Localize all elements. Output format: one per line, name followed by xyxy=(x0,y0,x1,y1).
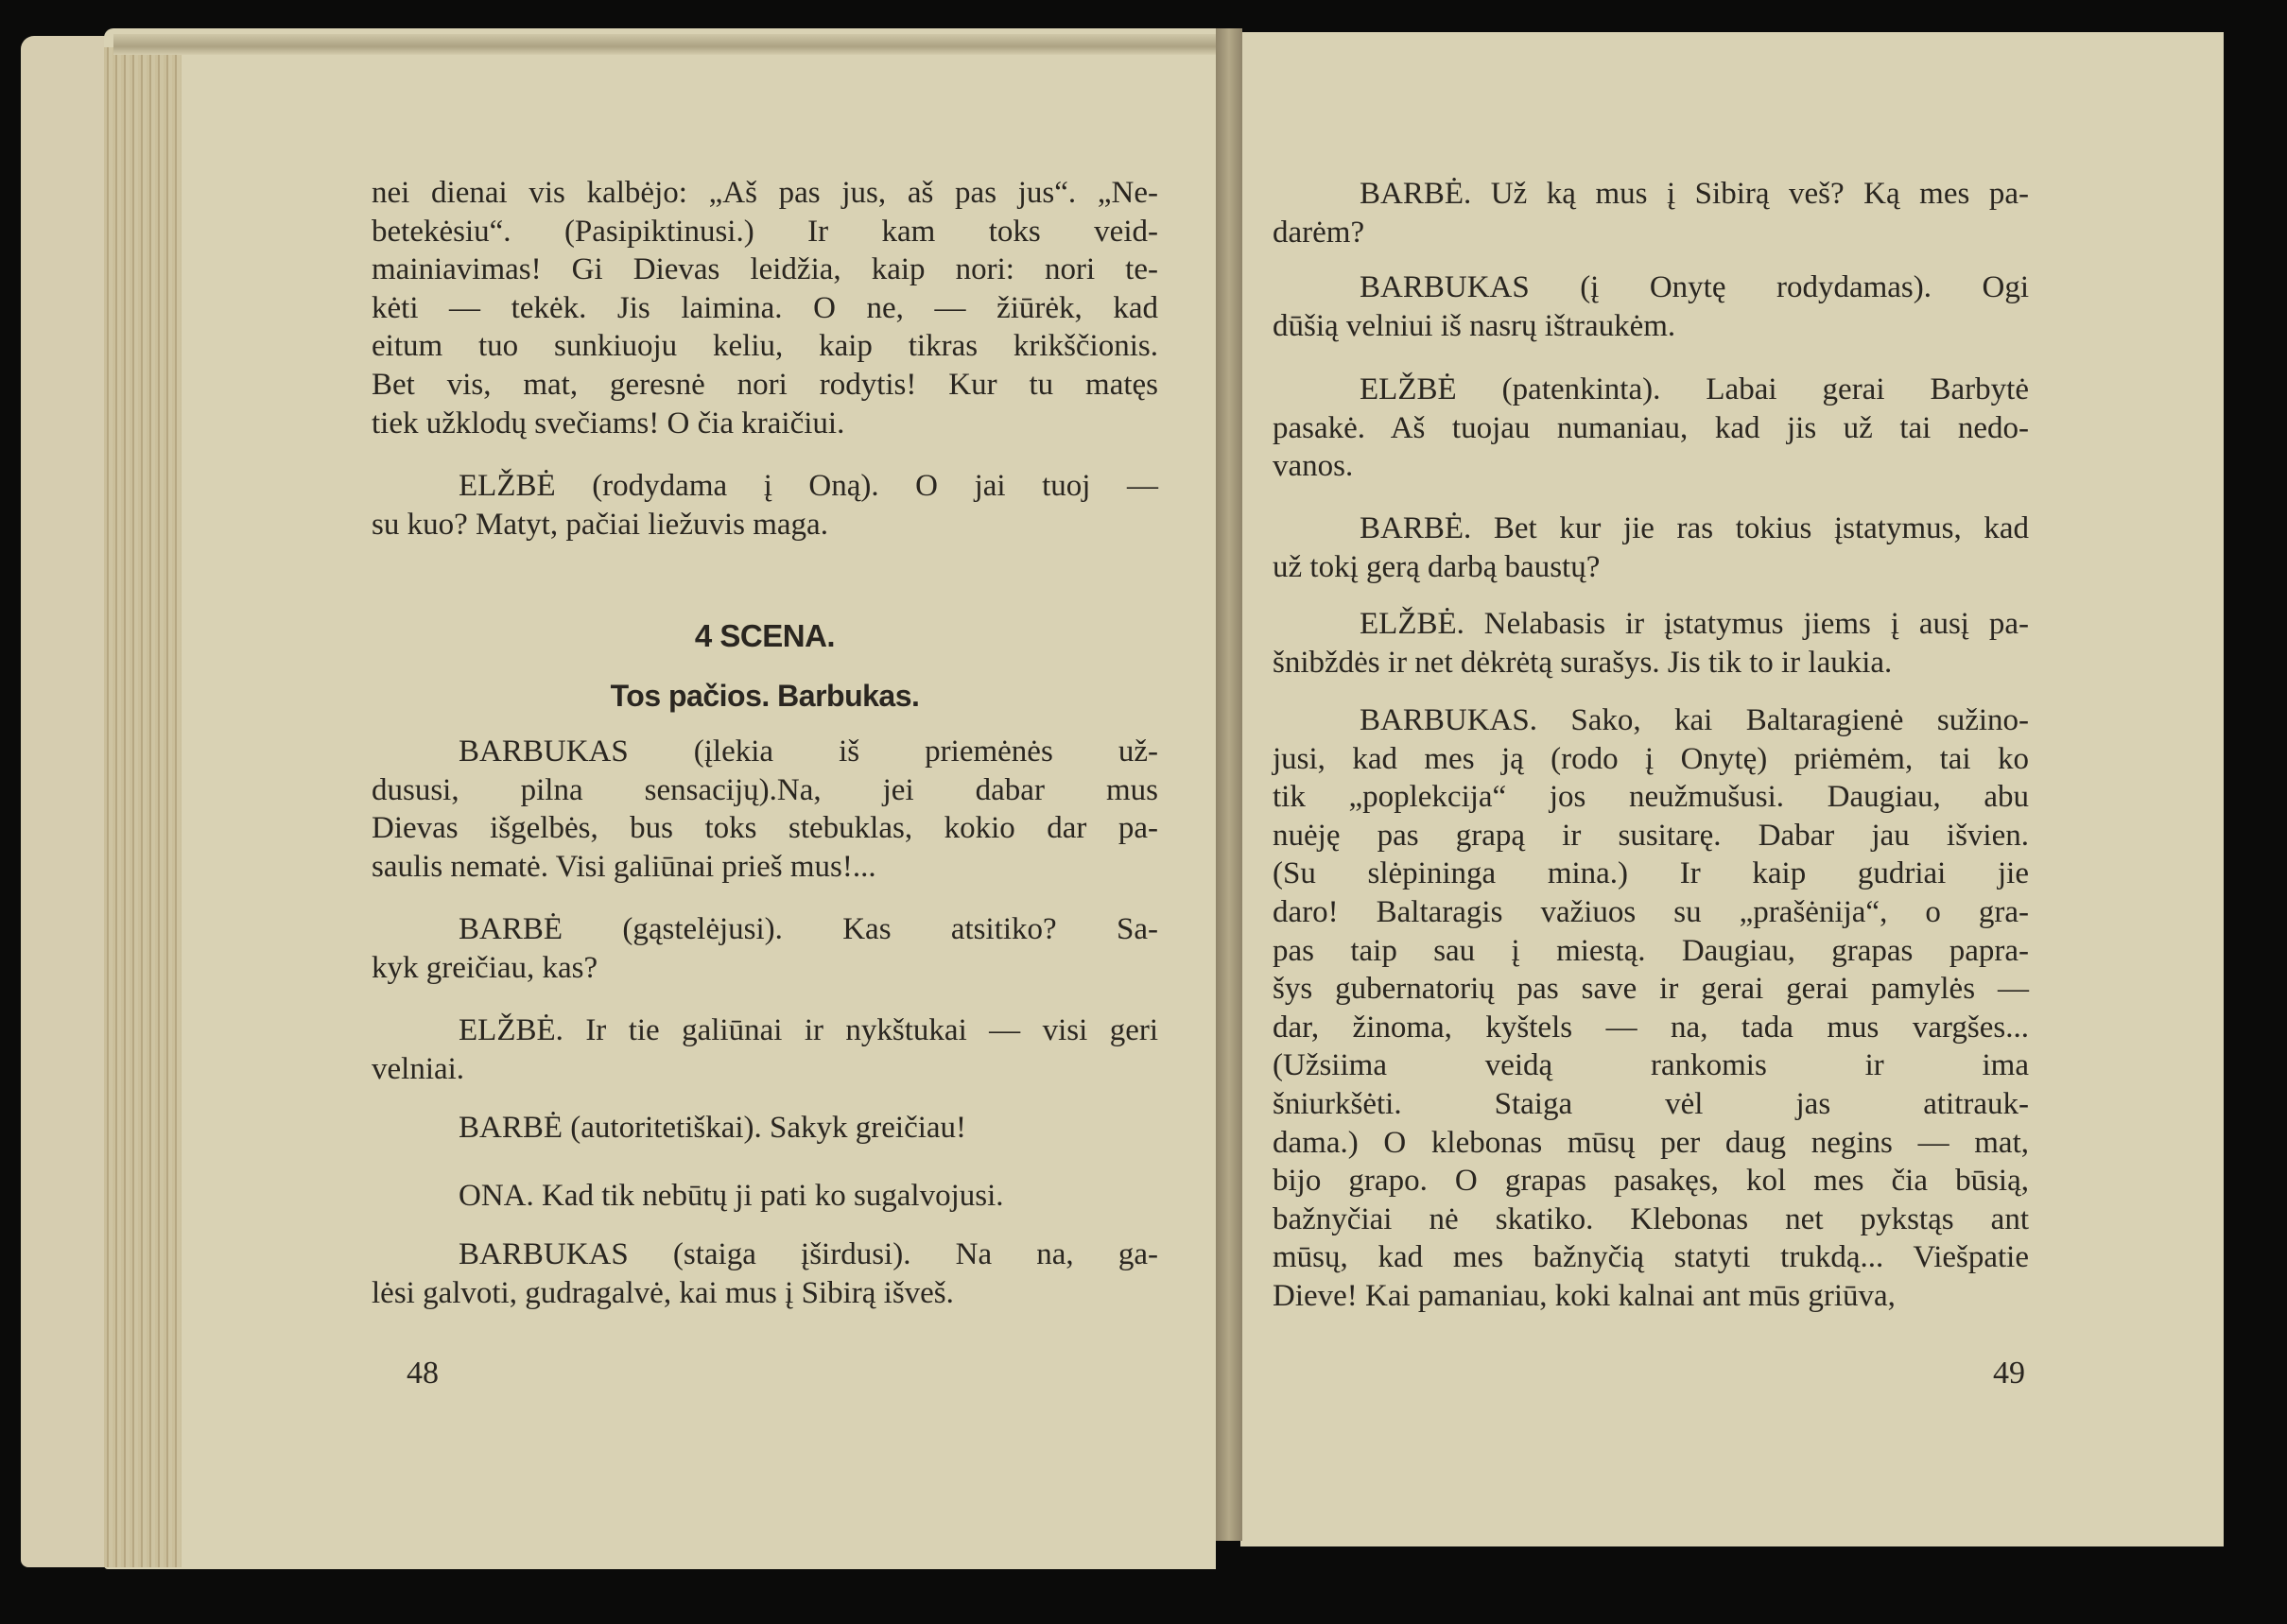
right-page-text xyxy=(1273,0,2029,1624)
text-line: (Užsiima veidą rankomis ir ima xyxy=(1273,1048,2029,1083)
text-line: Dieve! Kai pamaniau, koki kalnai ant mūs griūva, xyxy=(1273,1278,1896,1313)
text-line: BARBĖ. Už ką mus į Sibirą veš? Ką mes pa- xyxy=(1360,177,2029,211)
text-line: mūsų, kad mes bažnyčią statyti trukdą... Viešpatie xyxy=(1273,1240,2029,1275)
paragraph xyxy=(1273,701,2029,1316)
paragraph xyxy=(372,1011,1158,1088)
book-cover-edge xyxy=(21,36,115,1567)
text-line: tiek užklodų svečiams! O čia kraičiui. xyxy=(372,406,845,441)
text-line: kėti — tekėk. Jis laimina. O ne, — žiūrėk, kad xyxy=(372,290,1158,325)
text-line: šnibždės ir net dėkrėtą surašys. Jis tik to ir laukia. xyxy=(1273,645,1893,680)
paragraph xyxy=(372,1235,1158,1312)
text-line: bijo grapo. O grapas pasakęs, kol mes čia būsią, xyxy=(1273,1164,2029,1199)
text-line: nuėję pas grapą ir susitarę. Dabar jau išvien. xyxy=(1273,818,2029,853)
left-page-text xyxy=(372,0,1158,1624)
text-line: mainiavimas! Gi Dievas leidžia, kaip nori: nori te- xyxy=(372,252,1158,287)
text-line: bažnyčiai nė skatiko. Klebonas net pykstąs ant xyxy=(1273,1201,2029,1236)
text-line: vanos. xyxy=(1273,449,1354,484)
text-line: BARBĖ (gąstelėjusi). Kas atsitiko? Sa- xyxy=(459,912,1158,946)
paragraph xyxy=(372,174,1158,442)
paragraph xyxy=(372,1177,1158,1216)
text-line: BARBĖ (autoritetiškai). Sakyk greičiau! xyxy=(459,1111,967,1145)
text-line: ONA. Kad tik nebūtų ji pati ko sugalvojusi. xyxy=(459,1179,1004,1213)
text-line: (Su slėpininga mina.) Ir kaip gudriai jie xyxy=(1273,856,2029,891)
text-line: Dievas išgelbės, bus toks stebuklas, kokio dar pa- xyxy=(372,811,1158,846)
text-line: BARBUKAS (į Onytę rodydamas). Ogi xyxy=(1360,270,2029,304)
paragraph xyxy=(1273,371,2029,486)
text-line: šniurkšėti. Staiga vėl jas atitrauk- xyxy=(1273,1086,2029,1121)
text-line: velniai. xyxy=(372,1051,465,1086)
page-edges xyxy=(104,47,182,1567)
text-line: ELŽBĖ (patenkinta). Labai gerai Barbytė xyxy=(1360,372,2029,406)
paragraph xyxy=(1273,175,2029,251)
text-line: kyk greičiau, kas? xyxy=(372,950,598,985)
text-line: pasakė. Aš tuojau numaniau, kad jis už tai nedo- xyxy=(1273,410,2029,445)
text-line: daro! Baltaragis važiuos su „prašėnija“, o gra- xyxy=(1273,894,2029,929)
text-line: BARBUKAS (staiga įširdusi). Na na, ga- xyxy=(459,1237,1158,1271)
text-line: nei dienai vis kalbėjo: „Aš pas jus, aš pas jus“. „Ne- xyxy=(372,176,1158,210)
text-line: šys gubernatorių pas save ir gerai gerai pamylės — xyxy=(1273,972,2029,1007)
paragraph xyxy=(1273,268,2029,345)
text-line: Bet vis, mat, geresnė nori rodytis! Kur tu matęs xyxy=(372,367,1158,402)
text-line: dar, žinoma, kyštels — na, tada mus vargšes... xyxy=(1273,1010,2029,1045)
scene-heading: 4 SCENA. xyxy=(694,618,836,653)
text-line: tik „poplekcija“ jos neužmušusi. Daugiau, abu xyxy=(1273,780,2029,815)
text-line: BARBĖ. Bet kur jie ras tokius įstatymus, kad xyxy=(1360,511,2029,545)
text-line: už tokį gerą darbą baustų? xyxy=(1273,549,1601,584)
text-line: betekėsiu“. (Pasipiktinusi.) Ir kam toks veid- xyxy=(372,214,1158,249)
book-gutter xyxy=(1216,28,1242,1541)
page-number-right: 49 xyxy=(1993,1356,2025,1391)
scene-characters: Tos pačios. Barbukas. xyxy=(610,679,920,713)
text-line: saulis nematė. Visi galiūnai prieš mus!... xyxy=(372,849,876,884)
text-line: jusi, kad mes ją (rodo į Onytę) priėmėm, tai ko xyxy=(1273,741,2029,776)
page-number-left: 48 xyxy=(407,1356,439,1391)
text-line: ELŽBĖ (rodydama į Oną). O jai tuoj — xyxy=(459,469,1158,503)
text-line: darėm? xyxy=(1273,215,1365,250)
text-line: dususi, pilna sensacijų).Na, jei dabar mus xyxy=(372,772,1158,807)
text-line: BARBUKAS. Sako, kai Baltaragienė sužino- xyxy=(1360,703,2029,737)
paragraph xyxy=(1273,510,2029,586)
text-line: ELŽBĖ. Nelabasis ir įstatymus jiems į ausį pa- xyxy=(1360,607,2029,641)
text-line: ELŽBĖ. Ir tie galiūnai ir nykštukai — visi geri xyxy=(459,1013,1158,1047)
paragraph xyxy=(1273,605,2029,682)
paragraph xyxy=(372,733,1158,886)
text-line: dūšią velniui iš nasrų ištraukėm. xyxy=(1273,308,1676,343)
text-line: eitum tuo sunkiuoju keliu, kaip tikras krikščionis. xyxy=(372,329,1158,364)
text-line: pas taip sau į miestą. Daugiau, grapas papra- xyxy=(1273,933,2029,968)
paragraph xyxy=(372,910,1158,987)
text-line: su kuo? Matyt, pačiai liežuvis maga. xyxy=(372,507,828,542)
text-line: BARBUKAS (įlekia iš priemėnės už- xyxy=(459,734,1158,769)
text-line: lėsi galvoti, gudragalvė, kai mus į Sibirą išveš. xyxy=(372,1275,954,1310)
paragraph xyxy=(372,1109,1158,1148)
paragraph xyxy=(372,467,1158,544)
text-line: dama.) O klebonas mūsų per daug negins — mat, xyxy=(1273,1125,2029,1160)
